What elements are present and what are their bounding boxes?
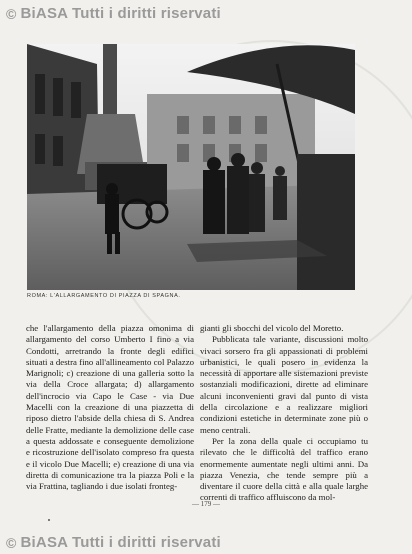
article-paragraph: che l'allargamento della piazza omonima di allargamento del corso Umberto I fino a via Condotti, arretrando la fronte degli edifici situati a destra fino all'allineamento col Palazzo Marignoli; c) creazione di una galleria sotto la via della Croce allargata; d) allargamento dell'incrocio via Capo le Case - via Due Macelli con la creazione di una piazzetta di riposo dietro l'abside della chiesa di S. Andrea delle Fratte, mediante la demolizione delle case a questa addossate e conseguente demolizione e ricostruzione dell'isolato compreso fra questa e il vicolo Due Macelli; e) creazione di una via diretta di comunicazione tra la piazza Poli e la via Frattina, tagliando i due isolati fronteg- — [26, 323, 194, 492]
watermark-text: BiASA Tutti i diritti riservati — [20, 534, 221, 551]
article-column-left — [26, 323, 194, 492]
photo-caption: ROMA: L'ALLARGAMENTO DI PIAZZA DI SPAGNA. — [27, 293, 181, 299]
article-paragraph: gianti gli sbocchi del vicolo del Moretto. — [200, 323, 344, 333]
watermark-banner-bottom — [6, 534, 221, 551]
street-photo — [27, 44, 355, 290]
article-column-right — [200, 323, 368, 504]
copyright-icon: © — [6, 534, 17, 551]
watermark-text: BiASA Tutti i diritti riservati — [20, 5, 221, 22]
watermark-banner-top — [6, 5, 221, 22]
page-number: — 179 — — [192, 500, 220, 508]
article-paragraph: Per la zona della quale ci occupiamo tu rilevato che le difficoltà del traffico erano enormemente aumentate negli ultimi anni. Da piazza Venezia, che tende sempre più a diventare il cuore della città e alla quale larghe correnti di traffico affluiscono da mol- — [200, 435, 368, 503]
article-paragraph: Pubblicata tale variante, discussioni molto vivaci sorsero fra gli appassionati di problemi urbanistici, le quali posero in evidenza la necessità di apportare alle sistemazioni previste sostanziali modificazioni, dirette ad eliminare alcuni inconvenienti gravi dal punto di vista della circolazione e a realizzare migliori condizioni estetiche in determinate zone più o meno centrali. — [200, 334, 368, 435]
copyright-icon: © — [6, 5, 17, 22]
stray-mark — [48, 519, 50, 521]
